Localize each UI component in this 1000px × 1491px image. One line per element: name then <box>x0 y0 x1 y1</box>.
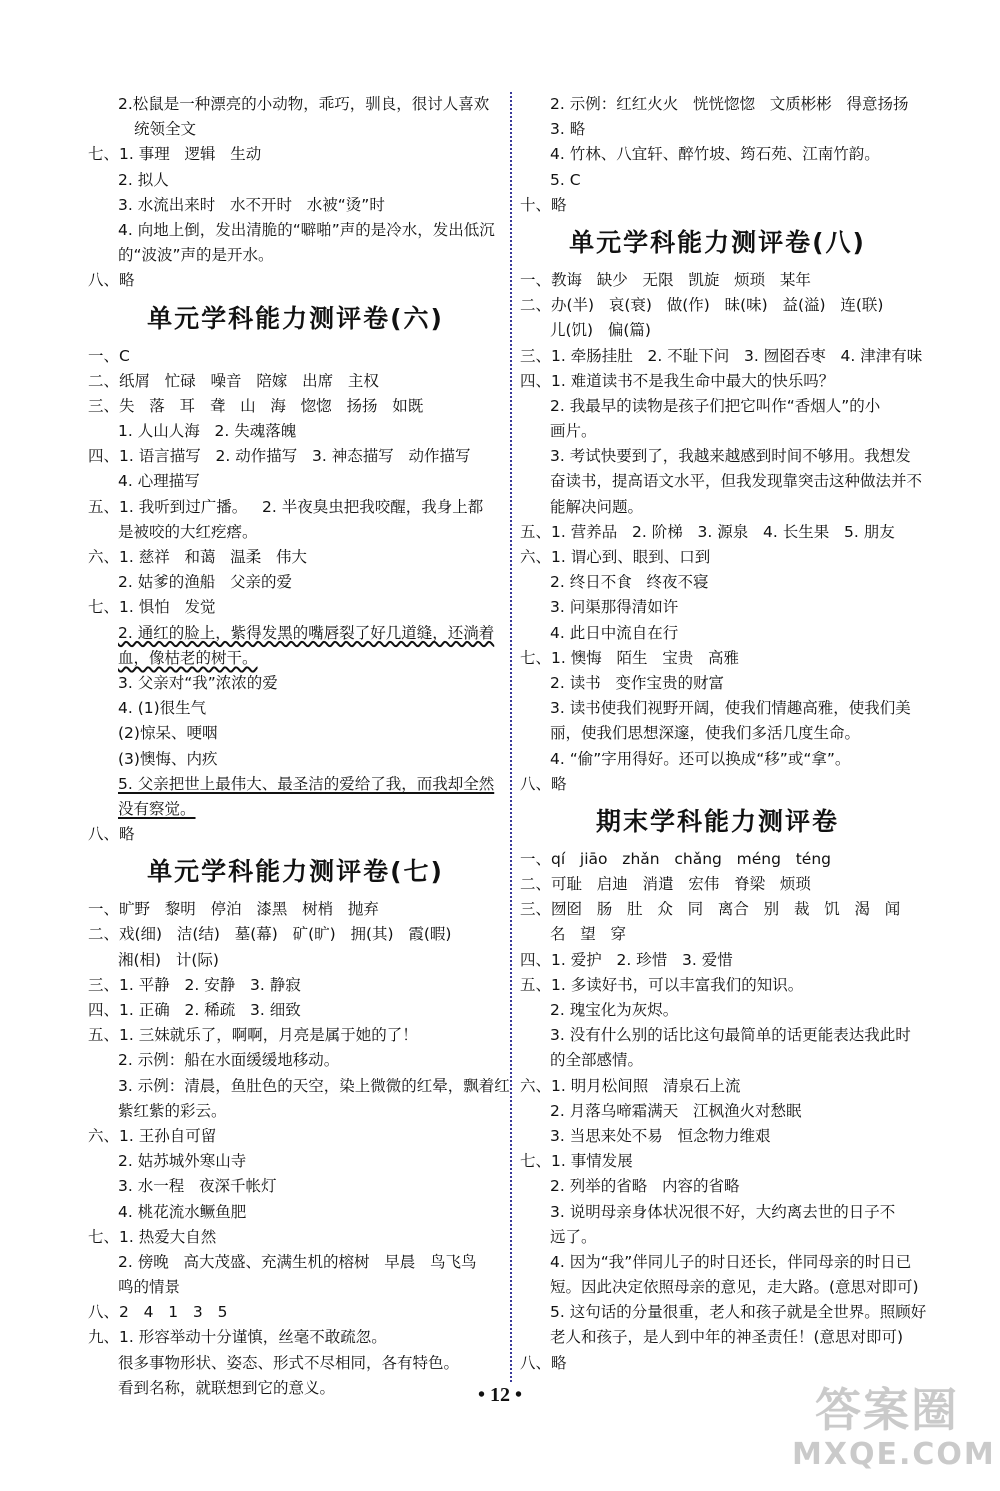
answer-line <box>88 797 503 822</box>
answer-line: 七、1. 热爱大自然 <box>88 1227 217 1246</box>
section-title: 单元学科能力测评卷(七) <box>147 857 444 887</box>
answer-line: 3. 父亲对“我”浓浓的爱 <box>118 673 278 692</box>
answer-line: 4. 此日中流自在行 <box>550 623 679 642</box>
answer-line: 2. 拟人 <box>118 170 169 189</box>
answer-line: 三、1. 牵肠挂肚 2. 不耻下问 3. 囫囵吞枣 4. 津津有味 <box>520 346 923 365</box>
answer-line: 鸣的情景 <box>118 1278 181 1297</box>
answer-line: 短。因此决定依照母亲的意见，走大路。(意思对即可) <box>550 1278 919 1297</box>
answer-line: 湘(相) 计(际) <box>118 950 219 969</box>
wavy-underlined-text: 2. 通红的脸上，紫得发黑的嘴唇裂了好几道缝，还淌着 <box>118 623 495 642</box>
answer-line: 七、1. 懊悔 陌生 宝贵 高雅 <box>520 648 740 667</box>
answer-line: 老人和孩子，是人到中年的神圣责任！(意思对即可) <box>550 1328 904 1347</box>
answer-line: 二、戏(细) 洁(结) 墓(幕) 矿(旷) 拥(其) 霞(暇) <box>88 925 452 944</box>
answer-line: 2.松鼠是一种漂亮的小动物，乖巧，驯良，很讨人喜欢 <box>118 95 490 113</box>
answer-line: 五、1. 我听到过广播。 2. 半夜臭虫把我咬醒，我身上都 <box>88 497 484 516</box>
answer-line: 一、旷野 黎明 停泊 漆黑 树梢 抛弃 <box>88 900 379 919</box>
answer-line: 2. 姑苏城外寒山寺 <box>118 1152 247 1171</box>
answer-line <box>88 646 503 671</box>
answer-line: 3. 示例：清晨，鱼肚色的天空，染上微微的红晕，飘着红 <box>118 1076 510 1095</box>
answer-line: 五、1. 营养品 2. 阶梯 3. 源泉 4. 长生果 5. 朋友 <box>520 522 895 541</box>
answer-line: 2. 我最早的读物是孩子们把它叫作“香烟人”的小 <box>550 396 881 415</box>
answer-line: 2. 示例：红红火火 恍恍惚惚 文质彬彬 得意扬扬 <box>550 95 909 113</box>
answer-line: 儿(饥) 偏(篇) <box>550 321 651 340</box>
answer-line: 统领全文 <box>134 120 197 139</box>
answer-line: 2. 终日不食 终夜不寝 <box>550 573 709 592</box>
answer-line: 4. (1)很生气 <box>118 699 207 718</box>
wavy-underlined-text: 血，像枯老的树干。 <box>118 648 258 667</box>
answer-line: 3. 读书使我们视野开阔，使我们情趣高雅，使我们美 <box>550 699 911 718</box>
answer-line: 名 望 穿 <box>550 925 627 944</box>
answer-line: 一、qí jiāo zhǎn chǎng méng téng <box>520 849 832 868</box>
answer-line: 七、1. 事情发展 <box>520 1152 633 1171</box>
answer-line: 4. 桃花流水鳜鱼肥 <box>118 1202 247 1221</box>
answer-line <box>88 772 503 797</box>
answer-line: 七、1. 惧怕 发觉 <box>88 598 216 617</box>
answer-line: 三、1. 平静 2. 安静 3. 静寂 <box>88 975 301 994</box>
answer-line: (2)惊呆、哽咽 <box>118 724 218 743</box>
answer-line: 八、2 4 1 3 5 <box>88 1303 228 1322</box>
answer-line: 二、可耻 启迪 消遣 宏伟 脊梁 烦琐 <box>520 875 811 894</box>
answer-line: 二、办(半) 哀(衰) 做(作) 昧(味) 益(溢) 连(联) <box>520 296 884 315</box>
answer-line: 三、失 落 耳 聋 山 海 惚惚 扬扬 如既 <box>88 396 424 415</box>
answer-line: 2. 瑰宝化为灰烬。 <box>550 1001 679 1019</box>
answer-line: 六、1. 谓心到、眼到、口到 <box>520 548 711 566</box>
answer-line: 很多事物形状、姿态、形式不尽相同，各有特色。 <box>118 1353 460 1372</box>
answer-line: 丽，使我们思想深邃，使我们多活几度生命。 <box>550 724 861 743</box>
answer-line: 3. 没有什么别的话比这句最简单的话更能表达我此时 <box>550 1026 911 1045</box>
answer-line: 2. 姑爹的渔船 父亲的爱 <box>118 573 292 592</box>
answer-line: 3. 考试快要到了，我越来越感到时间不够用。我想发 <box>550 447 911 466</box>
answer-line: 4. “偷”字用得好。还可以换成“移”或“拿”。 <box>550 749 851 768</box>
answer-line: 五、1. 多读好书，可以丰富我们的知识。 <box>520 975 804 994</box>
answer-line: 3. 问渠那得清如许 <box>550 598 679 617</box>
answer-line: 1. 人山人海 2. 失魂落魄 <box>118 422 297 441</box>
answer-line: 2. 傍晚 高大茂盛、充满生机的榕树 早晨 鸟飞鸟 <box>118 1252 477 1271</box>
watermark-logo <box>792 1382 996 1477</box>
answer-line: 2. 示例：船在水面缓缓地移动。 <box>118 1051 340 1070</box>
answer-line: 奋读书，提高语文水平，但我发现靠突击这种做法并不 <box>550 472 923 491</box>
answer-line: 4. 因为“我”伴同儿子的时日还长，伴同母亲的时日已 <box>550 1252 912 1271</box>
column-divider <box>510 92 512 1382</box>
answer-line: 九、1. 形容举动十分谨慎，丝毫不敢疏忽。 <box>88 1328 387 1347</box>
watermark-url: MXQE.COM <box>792 1437 996 1472</box>
answer-line: 3. 说明母亲身体状况很不好，大约离去世的日子不 <box>550 1202 896 1221</box>
answer-line: 一、C <box>88 346 130 365</box>
underlined-text: 5. 父亲把世上最伟大、最圣洁的爱给了我，而我却全然 <box>118 774 495 793</box>
answer-line: 3. 水一程 夜深千帐灯 <box>118 1177 277 1196</box>
answer-line: 的“波波”声的是开水。 <box>118 246 274 265</box>
answer-line: 的全部感情。 <box>550 1051 644 1070</box>
answer-line: 5. C <box>550 170 581 189</box>
answer-line: 画片。 <box>550 422 597 441</box>
answer-line <box>88 621 503 646</box>
answer-line: (3)懊悔、内疚 <box>118 749 218 768</box>
answer-line: 4. 心理描写 <box>118 472 200 491</box>
answer-line: 十、略 <box>520 195 567 214</box>
answer-line: 4. 竹林、八宜轩、醉竹坡、筠石苑、江南竹韵。 <box>550 145 880 164</box>
answer-line: 2. 列举的省略 内容的省略 <box>550 1177 740 1196</box>
answer-line: 五、1. 三妹就乐了，啊啊，月亮是属于她的了！ <box>88 1026 418 1045</box>
answer-line: 一、教诲 缺少 无限 凯旋 烦琐 某年 <box>520 270 811 289</box>
section-title: 期末学科能力测评卷 <box>595 806 839 836</box>
answer-line: 八、略 <box>520 774 567 793</box>
answer-line: 六、1. 王孙自可留 <box>88 1126 217 1145</box>
answer-line: 2. 月落乌啼霜满天 江枫渔火对愁眠 <box>550 1101 802 1120</box>
watermark-text: 答案圈 <box>815 1383 959 1437</box>
answer-line: 3. 水流出来时 水不开时 水被“烫”时 <box>118 195 385 214</box>
answer-line: 四、1. 语言描写 2. 动作描写 3. 神态描写 动作描写 <box>88 447 471 466</box>
answer-line: 四、1. 难道读书不是我生命中最大的快乐吗？ <box>520 371 835 390</box>
answer-line: 5. 这句话的分量很重，老人和孩子就是全世界。照顾好 <box>550 1303 927 1322</box>
answer-line: 是被咬的大红疙瘩。 <box>118 522 258 541</box>
answer-line: 3. 略 <box>550 120 586 139</box>
answer-line: 二、纸屑 忙碌 噪音 陪嫁 出席 主权 <box>88 371 379 390</box>
underlined-text: 没有察觉。 <box>118 799 196 818</box>
answer-column-right <box>520 92 927 1376</box>
answer-line: 紫红紫的彩云。 <box>118 1101 227 1120</box>
section-title: 单元学科能力测评卷(六) <box>147 303 444 333</box>
section-title: 单元学科能力测评卷(八) <box>569 227 866 257</box>
page-number: • 12 • <box>477 1384 522 1406</box>
answer-line: 3. 当思来处不易 恒念物力维艰 <box>550 1126 771 1145</box>
answer-line: 六、1. 明月松间照 清泉石上流 <box>520 1076 741 1095</box>
answer-line: 看到名称，就联想到它的意义。 <box>118 1378 336 1397</box>
answer-line: 2. 读书 变作宝贵的财富 <box>550 673 724 692</box>
answer-line: 远了。 <box>550 1227 597 1246</box>
answer-line: 六、1. 慈祥 和蔼 温柔 伟大 <box>88 548 308 566</box>
answer-line: 4. 向地上倒，发出清脆的“噼啪”声的是冷水，发出低沉 <box>118 220 495 239</box>
answer-line: 八、略 <box>520 1353 567 1372</box>
answer-line: 八、略 <box>88 271 135 290</box>
answer-line: 四、1. 正确 2. 稀疏 3. 细致 <box>88 1001 301 1019</box>
answer-line: 能解决问题。 <box>550 497 644 516</box>
answer-line: 七、1. 事理 逻辑 生动 <box>88 145 262 164</box>
answer-line: 八、略 <box>88 825 135 844</box>
answer-line: 四、1. 爱护 2. 珍惜 3. 爱惜 <box>520 950 733 969</box>
answer-line: 三、囫囵 肠 肚 众 同 离合 别 裁 饥 渴 闻 <box>520 900 901 919</box>
